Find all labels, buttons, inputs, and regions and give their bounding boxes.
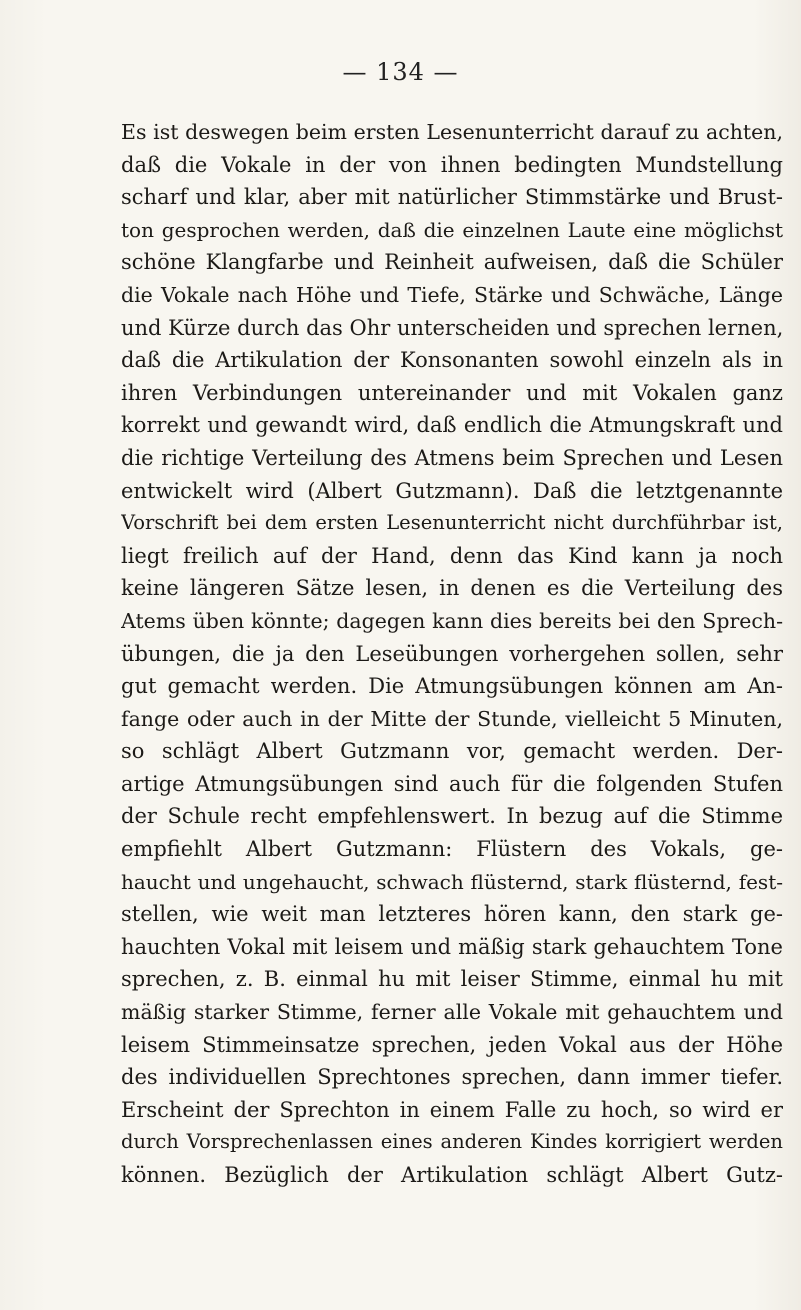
- text-line: leisem Stimmeinsatze sprechen, jeden Vokal aus der Höhe: [121, 1032, 783, 1057]
- text-line: fange oder auch in der Mitte der Stunde, vielleicht 5 Minuten,: [121, 706, 783, 731]
- text-line: schöne Klangfarbe und Reinheit aufweisen, daß die Schüler: [121, 250, 783, 275]
- text-line: entwickelt wird (Albert Gutzmann). Daß die letztgenannte: [121, 478, 783, 503]
- text-line: artige Atmungsübungen sind auch für die folgenden Stufen: [121, 771, 783, 796]
- text-line: haucht und ungehaucht, schwach flüsternd, stark flüsternd, fest-: [121, 869, 783, 894]
- text-line: gut gemacht werden. Die Atmungsübungen können am An-: [121, 674, 783, 699]
- text-line: sprechen, z. B. einmal hu mit leiser Stimme, einmal hu mit: [121, 967, 783, 992]
- text-line: liegt freilich auf der Hand, denn das Kind kann ja noch: [121, 543, 783, 568]
- text-line: übungen, die ja den Leseübungen vorhergehen sollen, sehr: [121, 641, 783, 666]
- text-line: so schlägt Albert Gutzmann vor, gemacht werden. Der-: [121, 739, 783, 764]
- text-line: können. Bezüglich der Artikulation schlägt Albert Gutz-: [121, 1163, 783, 1187]
- text-line: daß die Vokale in der von ihnen bedingten Mundstellung: [121, 152, 783, 177]
- text-line: korrekt und gewandt wird, daß endlich die Atmungskraft und: [121, 413, 783, 438]
- text-line: des individuellen Sprechtones sprechen, dann immer tiefer.: [121, 1065, 783, 1090]
- text-line: die richtige Verteilung des Atmens beim Sprechen und Lesen: [121, 445, 783, 470]
- page-number: — 134 —: [342, 58, 459, 86]
- text-line: ihren Verbindungen untereinander und mit Vokalen ganz: [121, 380, 783, 405]
- text-line: scharf und klar, aber mit natürlicher Stimmstärke und Brust-: [121, 185, 783, 210]
- text-line: durch Vorsprechenlassen eines anderen Kindes korrigiert werden: [121, 1130, 783, 1154]
- text-line: keine längeren Sätze lesen, in denen es die Verteilung des: [121, 576, 783, 601]
- text-line: der Schule recht empfehlenswert. In bezug auf die Stimme: [121, 804, 783, 829]
- text-line: hauchten Vokal mit leisem und mäßig stark gehauchtem Tone: [121, 934, 783, 959]
- text-line: Erscheint der Sprechton in einem Falle zu hoch, so wird er: [121, 1097, 783, 1122]
- text-line: Es ist deswegen beim ersten Lesenunterricht darauf zu achten,: [121, 120, 783, 144]
- text-line: ton gesprochen werden, daß die einzelnen Laute eine möglichst: [121, 217, 783, 242]
- text-line: Vorschrift bei dem ersten Lesenunterricht nicht durchführbar ist,: [121, 511, 783, 535]
- text-line: die Vokale nach Höhe und Tiefe, Stärke und Schwäche, Länge: [121, 282, 783, 307]
- text-line: mäßig starker Stimme, ferner alle Vokale mit gehauchtem und: [121, 1000, 783, 1025]
- text-line: empfiehlt Albert Gutzmann: Flüstern des Vokals, ge-: [121, 837, 783, 862]
- text-line: und Kürze durch das Ohr unterscheiden und sprechen lernen,: [121, 315, 783, 340]
- text-line: Atems üben könnte; dagegen kann dies bereits bei den Sprech-: [121, 608, 783, 633]
- body-text: [121, 116, 783, 1192]
- text-line: daß die Artikulation der Konsonanten sowohl einzeln als in: [121, 348, 783, 373]
- text-line: stellen, wie weit man letzteres hören kann, den stark ge-: [121, 902, 783, 927]
